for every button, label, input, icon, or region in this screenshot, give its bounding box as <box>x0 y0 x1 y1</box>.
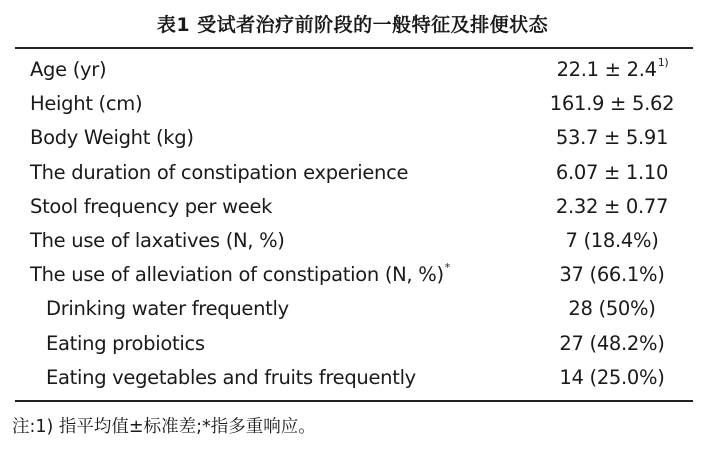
table-subrow <box>15 326 693 360</box>
row-label: Eating vegetables and fruits frequently <box>46 365 416 389</box>
table-footnote: 注:1) 指平均值±标准差;*指多重响应。 <box>12 417 316 437</box>
row-value: 6.07 ± 1.10 <box>555 160 669 184</box>
row-label: The use of alleviation of constipation (N, %)* <box>30 261 450 287</box>
table-subrow <box>15 291 693 325</box>
table-row <box>15 223 693 257</box>
table-row <box>15 120 693 154</box>
table-top-rule <box>15 47 693 49</box>
table-body <box>15 52 693 394</box>
row-value: $22.1 \pm 2.4^{1)}$ <box>556 56 669 81</box>
row-label: Stool frequency per week <box>30 194 273 218</box>
table-row <box>15 86 693 120</box>
row-label: Age (yr) <box>30 58 107 81</box>
row-label: Body Weight (kg) <box>30 126 194 150</box>
row-label: Drinking water frequently <box>46 297 289 321</box>
row-label: The use of laxatives (N, %) <box>30 228 285 252</box>
row-value: 37 (66.1%) <box>559 263 665 287</box>
table-row <box>15 52 693 86</box>
row-value: 161.9 ± 5.62 <box>549 92 675 116</box>
row-value: 14 (25.0%) <box>559 365 665 389</box>
row-value: 53.7 ± 5.91 <box>555 126 669 150</box>
row-value: 7 (18.4%) <box>565 228 659 252</box>
row-value: 28 (50%) <box>568 297 656 321</box>
table-row <box>15 155 693 189</box>
row-label: Height (cm) <box>30 92 143 116</box>
footnote-marker: 1) <box>657 56 669 69</box>
row-value: 27 (48.2%) <box>559 331 665 355</box>
table-row <box>15 257 693 291</box>
row-label: The duration of constipation experience <box>30 160 409 184</box>
table-title: 表1 受试者治疗前阶段的一般特征及排便状态 <box>156 14 549 36</box>
row-label: Eating probiotics <box>46 331 205 355</box>
table-subrow <box>15 360 693 394</box>
multiple-response-marker: * <box>444 261 450 275</box>
table-row <box>15 189 693 223</box>
row-value: 2.32 ± 0.77 <box>555 194 669 218</box>
table-bottom-rule <box>15 400 693 402</box>
